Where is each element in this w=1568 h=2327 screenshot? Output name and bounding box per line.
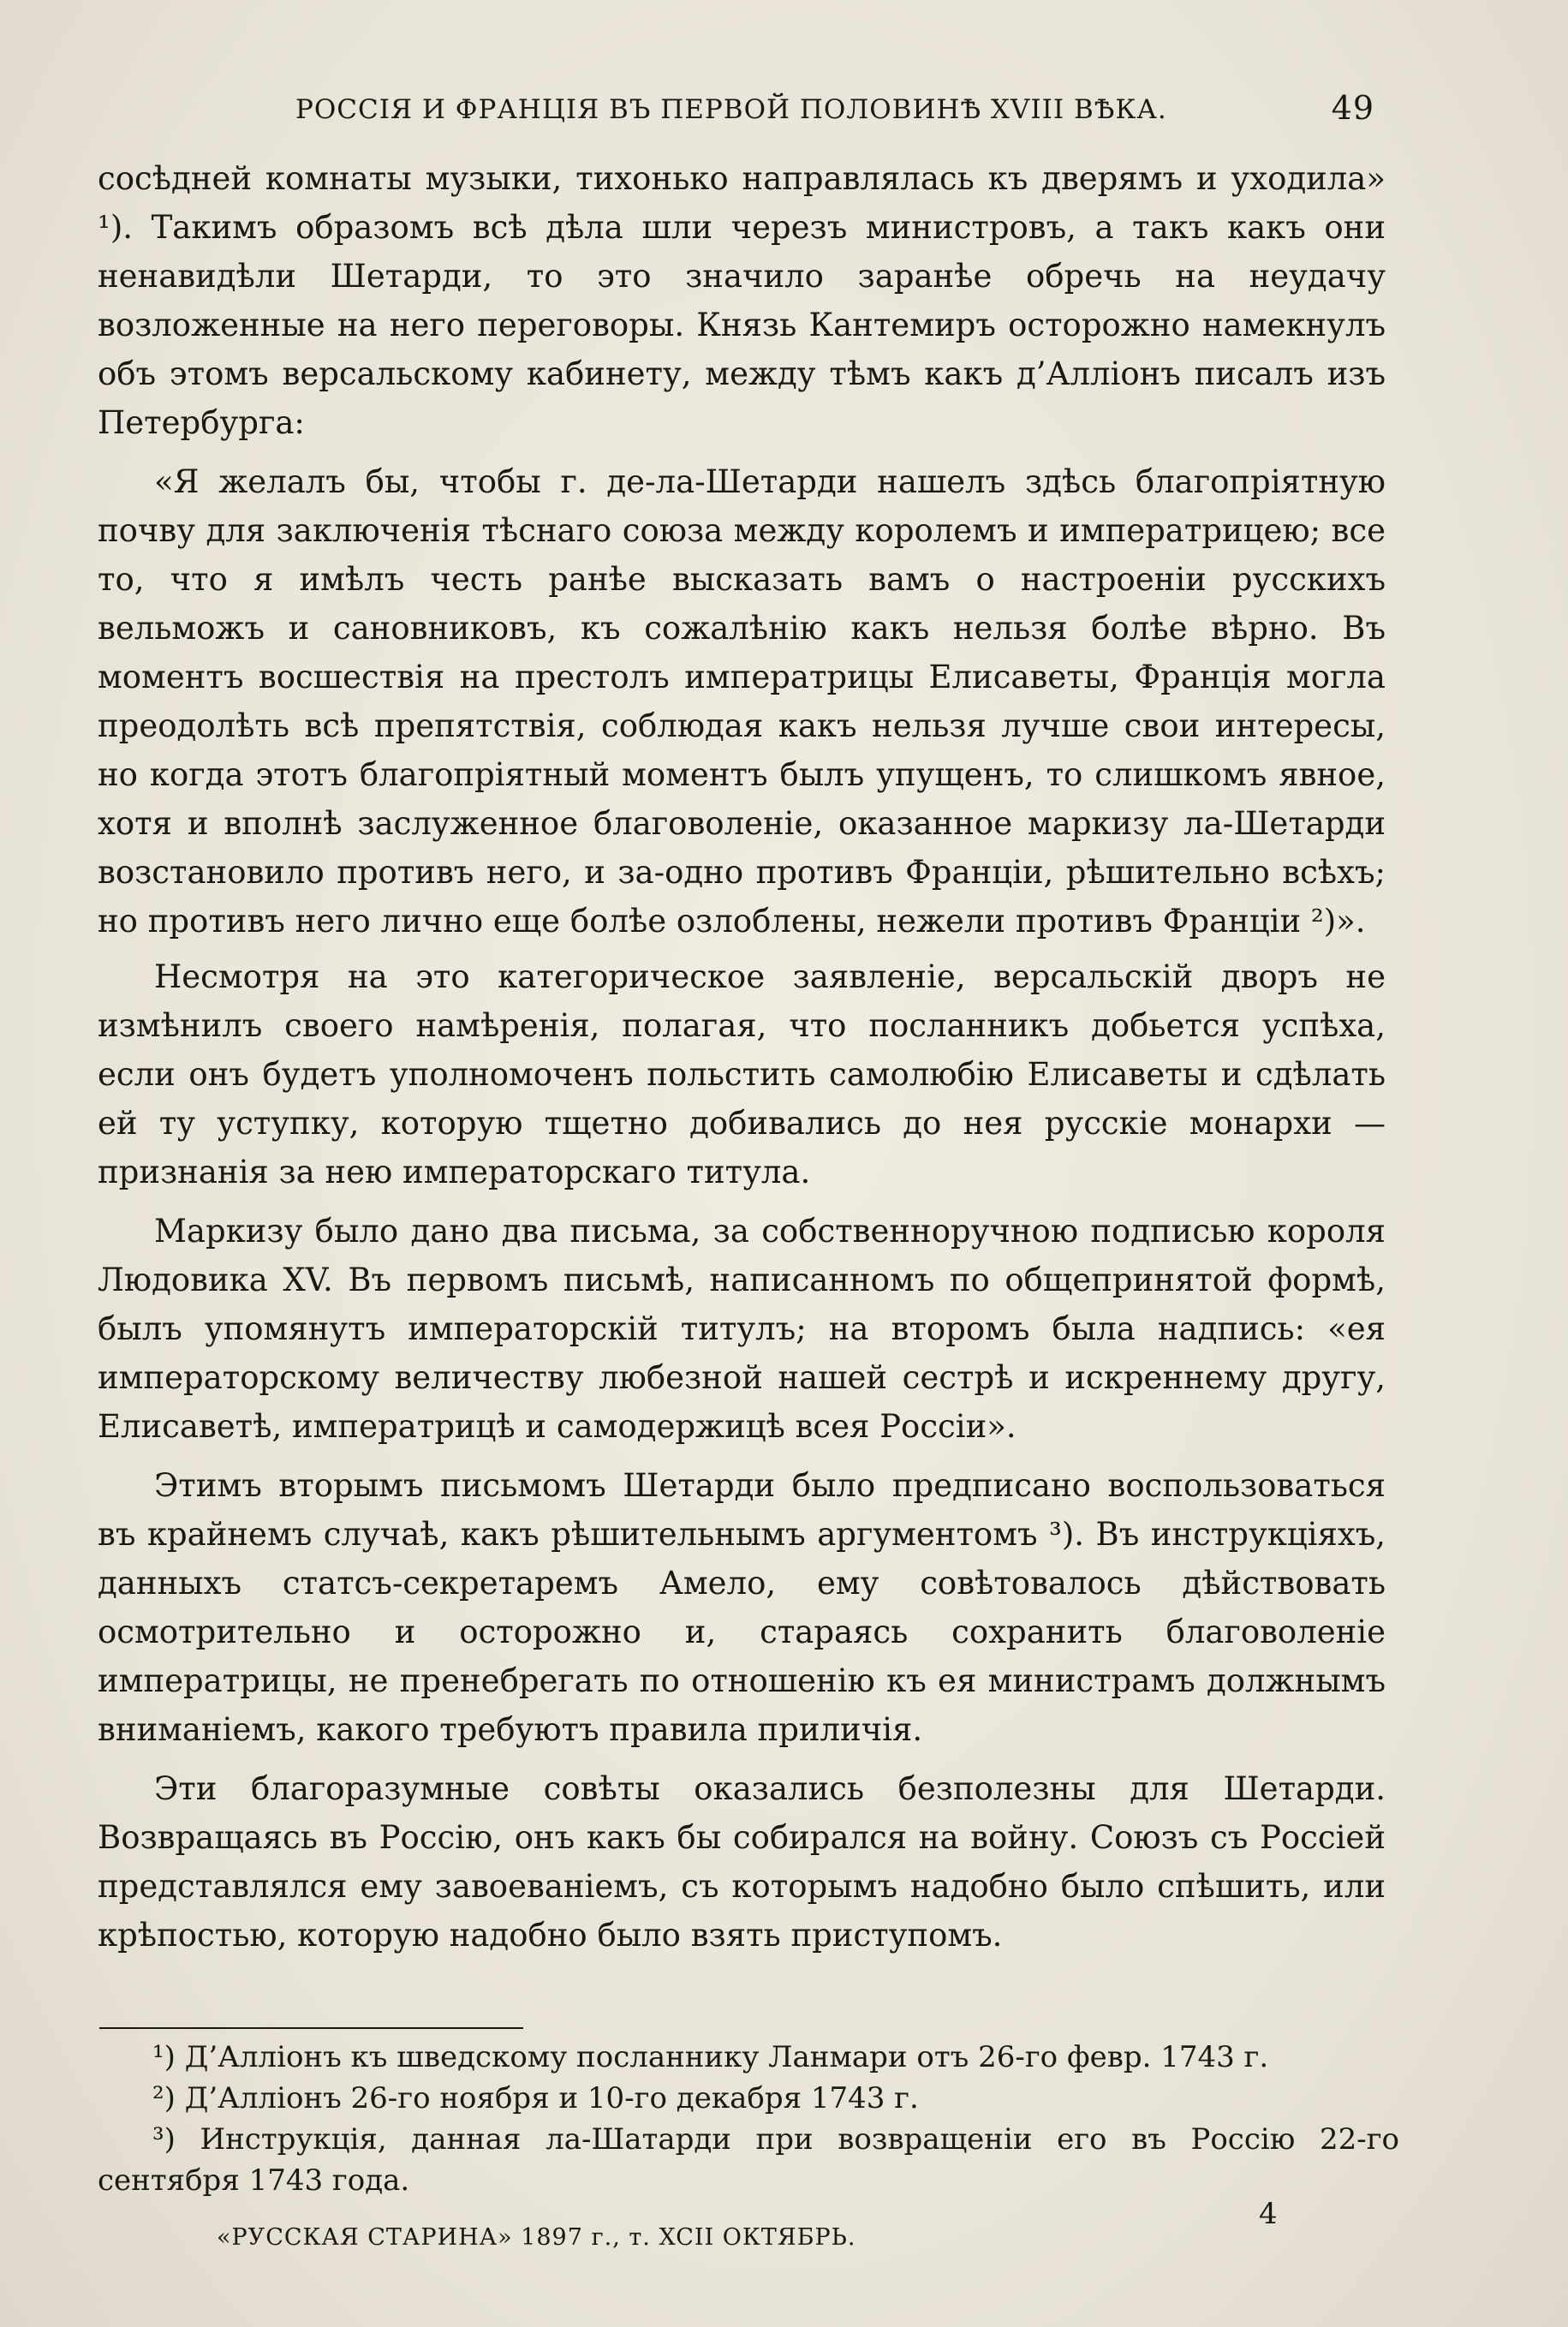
footnote-divider bbox=[99, 2027, 523, 2029]
footnote-1: ¹) Д’Алліонъ къ шведскому посланнику Ланмари отъ 26-го февр. 1743 г. bbox=[152, 2040, 1269, 2074]
page-number: 49 bbox=[1331, 89, 1374, 127]
paragraph: Маркизу было дано два письма, за собственноручною подписью короля Людовика XV. Въ первомъ письмѣ, написанномъ по общепринятой формѣ, былъ упомянутъ императорскій титулъ; на второмъ была надпись: «ея императорскому величеству любезной нашей сестрѣ и искреннему другу, Елисаветѣ, императрицѣ и самодержицѣ всея Россіи». bbox=[98, 1213, 1386, 1445]
running-title: РОССІЯ И ФРАНЦІЯ ВЪ ПЕРВОЙ ПОЛОВИНѢ XVIII ВѢКА. bbox=[295, 94, 1167, 125]
paragraph: Несмотря на это категорическое заявленіе, версальскій дворъ не измѣнилъ своего намѣренія, полагая, что посланникъ добьется успѣха, если онъ будетъ уполномоченъ польстить самолюбію Елисаветы и сдѣлать ей ту уступку, которую тщетно добивались до нея русскіе монархи — признанія за нею императорскаго титула. bbox=[98, 958, 1386, 1190]
paragraph: Этимъ вторымъ письмомъ Шетарди было предписано воспользоваться въ крайнемъ случаѣ, какъ рѣшительнымъ аргументомъ ³). Въ инструкціяхъ, данныхъ статсъ-секретаремъ Амело, ему совѣтовалось дѣйствовать осмотрительно и осторожно и, стараясь сохранить благоволеніе императрицы, не пренебрегать по отношенію къ ея министрамъ должнымъ вниманіемъ, какого требуютъ правила приличія. bbox=[98, 1467, 1386, 1748]
paragraph: Эти благоразумные совѣты оказались безполезны для Шетарди. Возвращаясь въ Россію, онъ какъ бы собирался на войну. Союзъ съ Россіей представлялся ему завоеваніемъ, съ которымъ надобно было спѣшить, или крѣпостью, которую надобно было взять приступомъ. bbox=[98, 1770, 1386, 1954]
footnotes bbox=[98, 2037, 1399, 2201]
journal-imprint: «РУССКАЯ СТАРИНА» 1897 г., т. XCII ОКТЯБРЬ. bbox=[217, 2224, 856, 2251]
paragraph-quote: «Я желалъ бы, чтобы г. де-ла-Шетарди нашелъ здѣсь благопріятную почву для заключенія тѣснаго союза между королемъ и императрицею; все то, что я имѣлъ честь ранѣе высказать вамъ о настроеніи русскихъ вельможъ и сановниковъ, къ сожалѣнію какъ нельзя болѣе вѣрно. Въ моментъ восшествія на престолъ императрицы Елисаветы, Франція могла преодолѣть всѣ препятствія, соблюдая какъ нельзя лучше свои интересы, но когда этотъ благопріятный моментъ былъ упущенъ, то слишкомъ явное, хотя и вполнѣ заслуженное благоволеніе, оказанное маркизу ла-Шетарди возстановило противъ него, и за-одно противъ Франціи, рѣшительно всѣхъ; но противъ него лично еще болѣе озлоблены, нежели противъ Франціи ²)». bbox=[98, 463, 1386, 940]
footnote-2: ²) Д’Алліонъ 26-го ноября и 10-го декабря 1743 г. bbox=[152, 2081, 919, 2115]
signature-mark: 4 bbox=[1259, 2197, 1278, 2231]
paragraph-continuation: сосѣдней комнаты музыки, тихонько направлялась къ дверямъ и уходила» ¹). Такимъ образомъ всѣ дѣла шли черезъ министровъ, а такъ какъ они ненавидѣли Шетарди, то это значило заранѣе обречь на неудачу возложенные на него переговоры. Князь Кантемиръ осторожно намекнулъ объ этомъ версальскому кабинету, между тѣмъ какъ д’Алліонъ писалъ изъ Петербурга: bbox=[98, 160, 1386, 441]
footnote-3: ³) Инструкція, данная ла-Шатарди при возвращеніи его въ Россію 22-го сентября 1743 года. bbox=[98, 2122, 1399, 2198]
page-header bbox=[295, 89, 1374, 132]
body-text bbox=[98, 154, 1386, 1970]
